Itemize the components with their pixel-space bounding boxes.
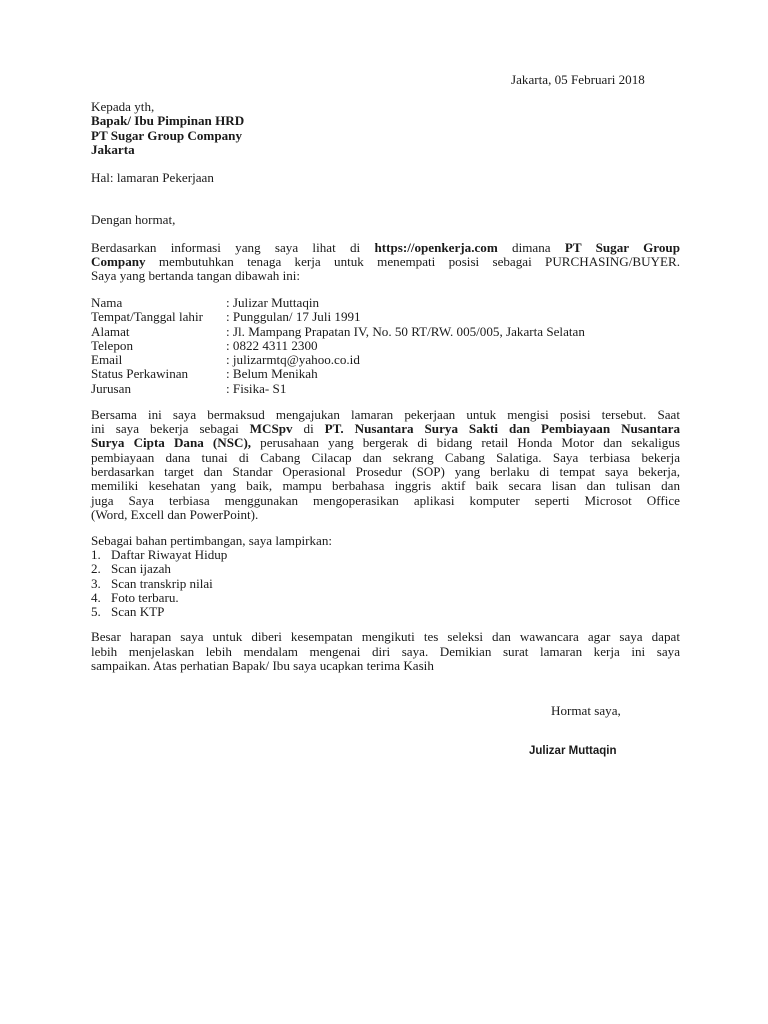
intro-line-1: Berdasarkan informasi yang saya lihat di https://openkerja.com dimana PT Sugar Group [91,240,680,255]
attachments-intro: Sebagai bahan pertimbangan, saya lampirkan: [91,533,333,548]
attachment-number: 1. [91,547,101,562]
attachment-text: Scan KTP [111,604,165,620]
body-line-5: berdasarkan target dan Standar Operasional Prosedur (SOP) yang berlaku di tempat saya bekerja, [91,464,680,479]
recipient-greeting: Kepada yth, [91,99,155,114]
field-label: Status Perkawinan [91,366,189,382]
source-url: https://openkerja.com [374,240,498,255]
closing-line-3: sampaikan. Atas perhatian Bapak/ Ibu saya ucapkan terima Kasih [91,658,434,673]
signoff: Hormat saya, [551,703,621,718]
attachment-number: 3. [91,575,101,591]
field-row [91,296,585,310]
letter-date: Jakarta, 05 Februari 2018 [511,72,645,87]
attachment-number: 4. [91,589,101,605]
field-label: Email [91,352,123,368]
attachment-text: Scan ijazah [111,561,171,577]
attachment-item [91,605,227,619]
attachment-text: Scan transkrip nilai [111,575,213,591]
field-row [91,310,585,324]
field-value: : 0822 4311 2300 [226,337,318,353]
recipient-line3: Jakarta [91,142,135,157]
attachments-list [91,548,227,619]
field-label: Nama [91,295,123,310]
body-line-6: memiliki kesehatan yang baik, mampu berbahasa inggris aktif baik secara lisan dan tulisan dan [91,478,680,493]
salutation: Dengan hormat, [91,212,176,227]
field-label: Telepon [91,337,133,353]
body-line-1: Bersama ini saya bermaksud mengajukan lamaran pekerjaan untuk mengisi posisi tersebut. Saat [91,407,680,422]
field-label: Alamat [91,323,130,339]
attachment-number: 5. [91,604,101,620]
attachment-item [91,577,227,591]
subject-line: Hal: lamaran Pekerjaan [91,170,214,185]
body-line-3: Surya Cipta Dana (NSC), perusahaan yang bergerak di bidang retail Honda Motor dan sekaligus [91,435,680,450]
field-label: Tempat/Tanggal lahir [91,309,203,325]
field-value: : Fisika- S1 [226,380,287,396]
field-row [91,367,585,381]
field-row [91,325,585,339]
field-row [91,339,585,353]
field-row [91,353,585,367]
closing-line-1: Besar harapan saya untuk diberi kesempatan mengikuti tes seleksi dan wawancara agar saya dapat [91,629,680,644]
field-value: : Belum Menikah [226,366,318,382]
intro-line-2: Company membutuhkan tenaga kerja untuk menempati posisi sebagai PURCHASING/BUYER. [91,254,680,269]
recipient-line2: PT Sugar Group Company [91,128,242,143]
field-row [91,382,585,396]
field-value: : julizarmtq@yahoo.co.id [226,352,360,368]
attachment-item [91,548,227,562]
field-value: : Punggulan/ 17 Juli 1991 [226,309,361,325]
attachment-item [91,562,227,576]
personal-data-list [91,296,585,396]
body-line-4: pembiayaan dana tunai di Cabang Cilacap dan sekrang Cabang Salatiga. Saya terbiasa bekerja [91,450,680,465]
attachment-item [91,591,227,605]
body-line-8: (Word, Excell dan PowerPoint). [91,507,259,522]
attachment-number: 2. [91,561,101,577]
intro-line-3: Saya yang bertanda tangan dibawah ini: [91,268,301,283]
closing-line-2: lebih menjelaskan lebih mendalam mengenai diri saya. Demikian surat lamaran kerja ini saya [91,644,680,659]
body-line-7: juga Saya terbiasa menggunakan mengoperasikan aplikasi komputer seperti Microsot Office [91,493,680,508]
field-value: : Jl. Mampang Prapatan IV, No. 50 RT/RW. 005/005, Jakarta Selatan [226,323,585,339]
recipient-line1: Bapak/ Ibu Pimpinan HRD [91,113,245,128]
body-line-2: ini saya bekerja sebagai MCSpv di PT. Nusantara Surya Sakti dan Pembiayaan Nusantara [91,421,681,436]
field-label: Jurusan [91,380,132,396]
attachment-text: Daftar Riwayat Hidup [111,547,228,562]
field-value: : Julizar Muttaqin [226,295,320,310]
attachment-text: Foto terbaru. [111,589,179,605]
signature-name: Julizar Muttaqin [529,745,617,757]
